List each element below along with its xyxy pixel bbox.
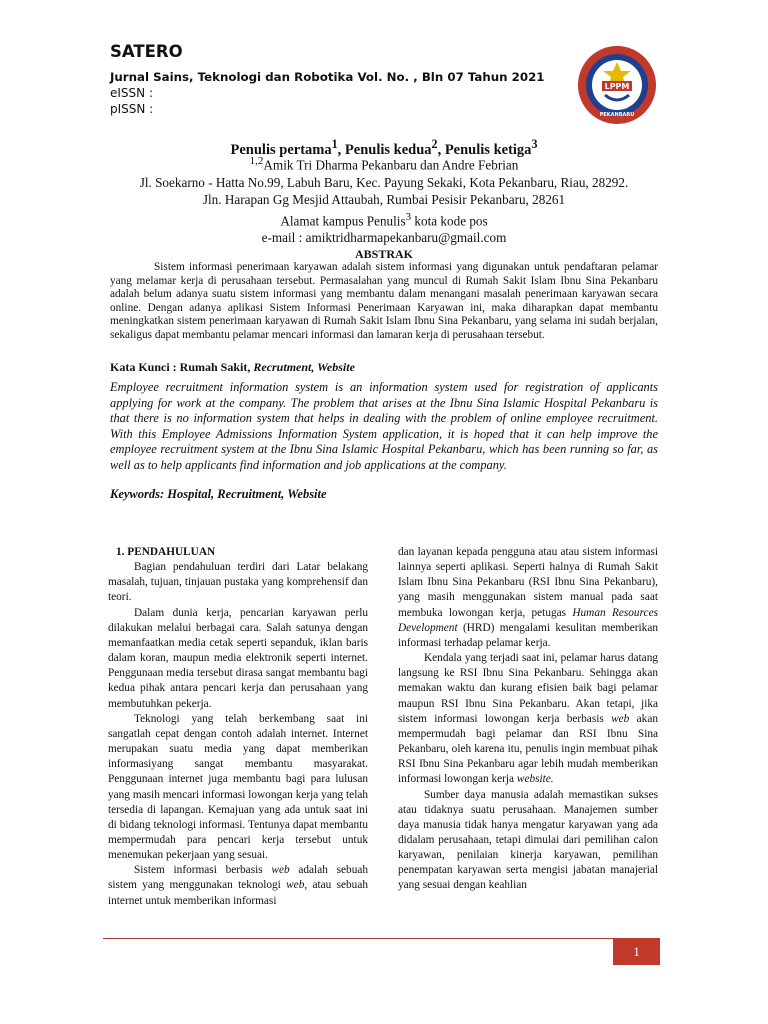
campus-line: Alamat kampus Penulis$^3$ kota kode pos <box>280 210 488 228</box>
affiliation-sup: 1,2 <box>249 155 264 167</box>
keywords-english: Keywords: Hospital, Recruitment, Website <box>110 487 327 501</box>
journal-title: SATERO <box>110 42 183 61</box>
paragraph: Sistem informasi berbasis web adalah sebuah sistem yang menggunakan teknologi web, atau sebuah internet untuk memberikan informasi <box>108 864 369 907</box>
left-column <box>108 545 368 909</box>
pissn-label: pISSN : <box>110 102 154 116</box>
paragraph: dan layanan kepada pengguna atau atau sistem informasi lainnya seperti aplikasi. Seperti halnya di Rumah Sakit Islam Ibnu Sina Pekanbaru (RSI Ibnu Sina Pekanbaru), yang masih menggunakan sistem manual pada saat membuka lowongan kerja, petugas Human Resources Development (HRD) mengalami kesulitan memberikan informasi terhadap pelamar kerja. <box>398 546 658 649</box>
email-line: e-mail : amiktridharmapekanbaru@gmail.com <box>261 230 507 246</box>
author-sup: 2 <box>431 137 438 151</box>
logo-center-text: LPPM <box>604 82 630 91</box>
author-name: Penulis ketiga <box>444 141 532 158</box>
paragraph: Dalam dunia kerja, pencarian karyawan perlu dilakukan melalui berbagai cara. Salah satunya dengan memanfaatkan media cetak seperti sepanduk, iklan baris dalam koran, maupun media elektronik seperti internet. Penggunaan media tersebut dirasa sangat membantu bagi kedua pihak antara pencari kerja dan perusahaan yang membutuhkan pekerja. <box>108 606 368 710</box>
logo-bottom-text: PEKANBARU <box>599 112 635 118</box>
abstract-text: Sistem informasi penerimaan karyawan adalah sistem informasi yang digunakan untuk pendaftaran pelamar yang melamar kerja di perusahaan tersebut. Permasalahan yang muncul di Rumah Sakit Islam Ibnu Sina Pekanbaru adalah belum adanya suatu sistem informasi yang membantu dalam menangani masalah penerimaan karyawan secara online. Dengan adanya aplikasi Sistem Informasi Penerimaan Karyawan ini, maka diharapkan dapat membantu meningkatkan sistem penerimaan karyawan di Rumah Sakit Islam Ibnu Sina Pekanbaru, yang selama ini sudah berjalan, sekaligus dapat membantu pelamar mencari informasi dan lamaran kerja di perusahaan tersebut. <box>110 261 658 341</box>
paragraph: Sumber daya manusia adalah memastikan sukses atau tidaknya suatu perusahaan. Manajemen sumber daya manusia tidak hanya mengatur karyawan yang ada didalam perusahaan, tetapi dimulai dari pemilihan calon karyawan, penilaian kinerja karyawan, pemilihan penempatan karyawan serta mengisi jabatan manajerial yang sesuai dengan keahlian <box>398 788 658 892</box>
author-line: Penulis pertama$^1$, Penulis kedua$^2$, Penulis ketiga$^3$ <box>230 137 538 158</box>
affiliation-line: $^{1,2}$Amik Tri Dharma Pekanbaru dan Andre Febrian <box>249 155 519 173</box>
lppm-logo-icon <box>577 45 657 125</box>
address-line-2: Jln. Harapan Gg Mesjid Attaubah, Rumbai Pesisir Pekanbaru, 28261 <box>202 192 566 208</box>
eissn-label: eISSN : <box>110 86 153 100</box>
affiliations <box>110 153 658 247</box>
address-line-1: Jl. Soekarno - Hatta No.99, Labuh Baru, Kec. Payung Sekaki, Kota Pekanbaru, Riau, 28292. <box>139 174 629 190</box>
abstract-english: Employee recruitment information system is an information system used for registration of applicants applying for work at the company. The problem that arises at the Ibnu Sina Islamic Hospital Pekanbaru is that there is no information system that helps in dealing with the problem of online employee recruitment. With this Employee Admissions Information System application, it is hoped that it can help improve the employee recruitment system at the Ibnu Sina Islamic Hospital Pekanbaru, which has been running so far, as well as to help applicants find information and job applications at the company. <box>110 380 658 472</box>
page-number: 1 <box>613 938 660 965</box>
footer-divider <box>103 938 660 939</box>
paragraph: Teknologi yang telah berkembang saat ini sangatlah cepat dengan contoh adalah internet. Internet merupakan suatu media yang dapat memberikan informasiyang sangat membantu masyarakat. Penggunaan internet juga membantu bagi para lulusan yang masih mencari informasi lowongan kerja yang telah tersedia di lapangan. Kemajuan yang ada untuk saat ini di bidang teknologi informasi. Tentunya dapat membantu mempermudah para pencari kerja tersebut untuk menemukan pekerjaan yang sesuai. <box>108 712 368 862</box>
author-sup: 3 <box>531 137 538 151</box>
section-heading: 1. PENDAHULUAN <box>116 546 216 558</box>
journal-volume-line: Jurnal Sains, Teknologi dan Robotika Vol. No. , Bln 07 Tahun 2021 <box>110 70 545 84</box>
paragraph: Bagian pendahuluan terdiri dari Latar belakang masalah, tujuan, tinjauan pustaka yang komprehensif dan teori. <box>108 561 368 604</box>
author-sup: 1 <box>331 137 338 151</box>
right-column <box>398 545 658 894</box>
paragraph: Kendala yang terjadi saat ini, pelamar harus datang langsung ke RSI Ibnu Sina Pekanbaru. Sehingga akan memakan waktu dan kurang efisien baik bagi pelamar maupun RSI Ibnu Sina Pekanbaru. Akan tetapi, jika sistem informasi lowongan kerja berbasis web akan mempermudah bagi pelamar dan RSI Ibnu Sina Pekanbaru, oleh karena itu, penulis ingin membuat pihak RSI Ibnu Sina Pekanbaru agar lebih mudah memberikan informasi lowongan kerja website. <box>398 652 658 786</box>
author-name: Penulis pertama <box>230 141 332 158</box>
keywords-id: Kata Kunci : Rumah Sakit, Recrutment, Website <box>110 360 355 374</box>
author-name: Penulis kedua <box>344 141 432 158</box>
keywords-label: Kata Kunci : <box>110 360 177 374</box>
abstract-heading: ABSTRAK <box>354 247 413 261</box>
journal-header <box>110 42 580 116</box>
